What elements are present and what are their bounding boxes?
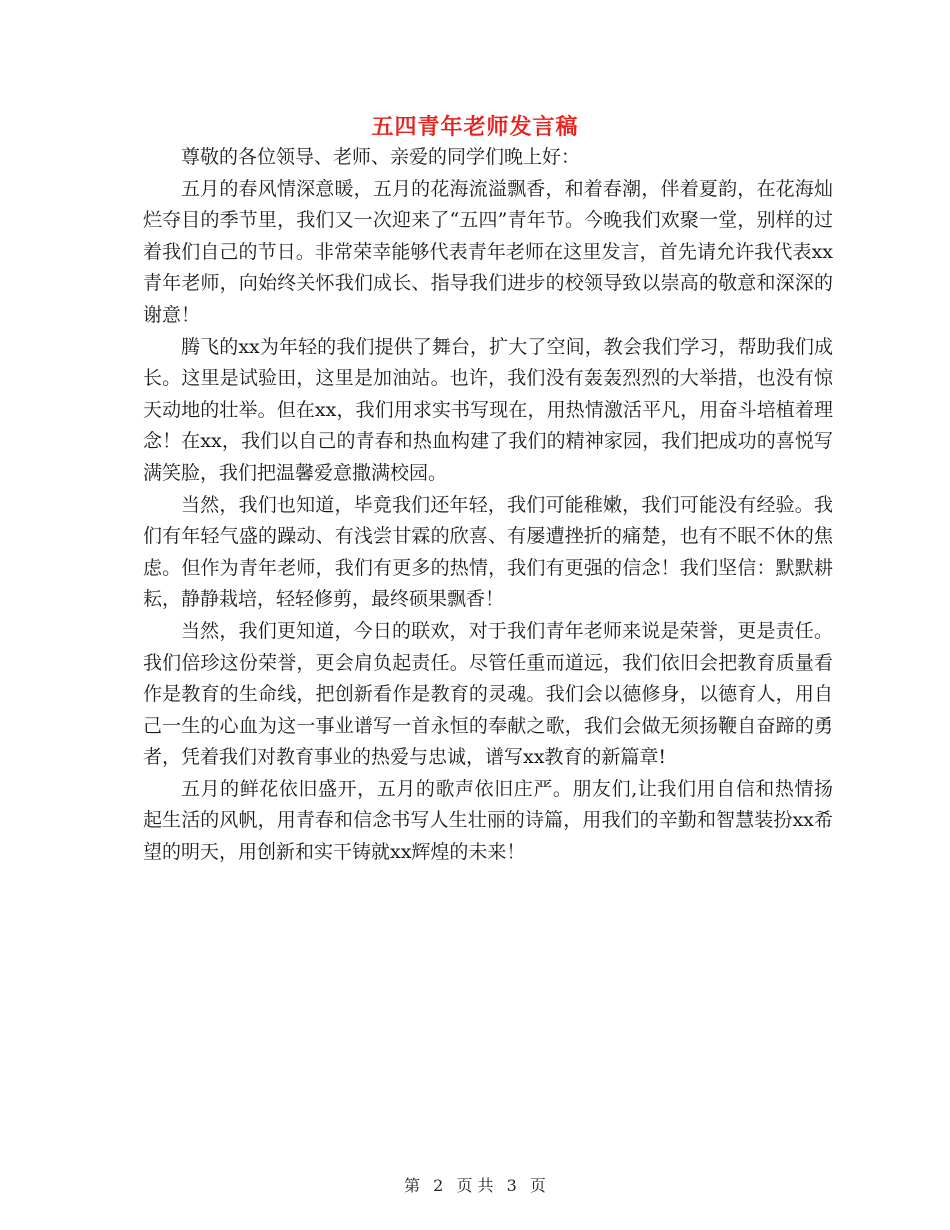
paragraph-greeting: 尊敬的各位领导、老师、亲爱的同学们晚上好： bbox=[181, 146, 581, 168]
paragraph-5: 五月的鲜花依旧盛开，五月的歌声依旧庄严。朋友们,让我们用自信和热情扬起生活的风帆，用青春和信念书写人生壮丽的诗篇，用我们的辛勤和智慧装扮xx希望的明天，用创新和实干铸就xx辉煌的未来！ bbox=[143, 777, 833, 864]
footer-current-page: 2 bbox=[433, 1176, 444, 1195]
page-footer bbox=[0, 1175, 950, 1197]
footer-total-pages: 3 bbox=[506, 1176, 517, 1195]
footer-middle: 页 共 bbox=[456, 1176, 494, 1195]
footer-suffix: 页 bbox=[529, 1176, 546, 1195]
paragraph-2: 腾飞的xx为年轻的我们提供了舞台，扩大了空间，教会我们学习，帮助我们成长。这里是试验田，这里是加油站。也许，我们没有轰轰烈烈的大举措，也没有惊天动地的壮举。但在xx，我们用求实书写现在，用热情激活平凡，用奋斗培植着理念！在xx，我们以自己的青春和热血构建了我们的精神家园，我们把成功的喜悦写满笑脸，我们把温馨爱意撒满校园。 bbox=[143, 335, 833, 484]
document-body bbox=[143, 142, 833, 869]
paragraph-4: 当然，我们更知道，今日的联欢，对于我们青年老师来说是荣誉，更是责任。我们倍珍这份荣誉，更会肩负起责任。尽管任重而道远，我们依旧会把教育质量看作是教育的生命线，把创新看作是教育的灵魂。我们会以德修身，以德育人，用自己一生的心血为这一事业谱写一首永恒的奉献之歌，我们会做无须扬鞭自奋蹄的勇者，凭着我们对教育事业的热爱与忠诚，谱写xx教育的新篇章! bbox=[143, 619, 833, 769]
document-title: 五四青年老师发言稿 bbox=[371, 114, 579, 140]
paragraph-1: 五月的春风情深意暖，五月的花海流溢飘香，和着春潮，伴着夏韵，在花海灿烂夺目的季节里，我们又一次迎来了“五四”青年节。今晚我们欢聚一堂，别样的过着我们自己的节日。非常荣幸能够代表青年老师在这里发言，首先请允许我代表xx青年老师，向始终关怀我们成长、指导我们进步的校领导致以崇高的敬意和深深的谢意！ bbox=[143, 177, 833, 326]
footer-prefix: 第 bbox=[404, 1176, 421, 1195]
paragraph-3: 当然，我们也知道，毕竟我们还年轻，我们可能稚嫩，我们可能没有经验。我们有年轻气盛的躁动、有浅尝甘霖的欣喜、有屡遭挫折的痛楚，也有不眠不休的焦虑。但作为青年老师，我们有更多的热情，我们有更强的信念！我们坚信：默默耕耘，静静栽培，轻轻修剪，最终硕果飘香！ bbox=[143, 493, 833, 611]
